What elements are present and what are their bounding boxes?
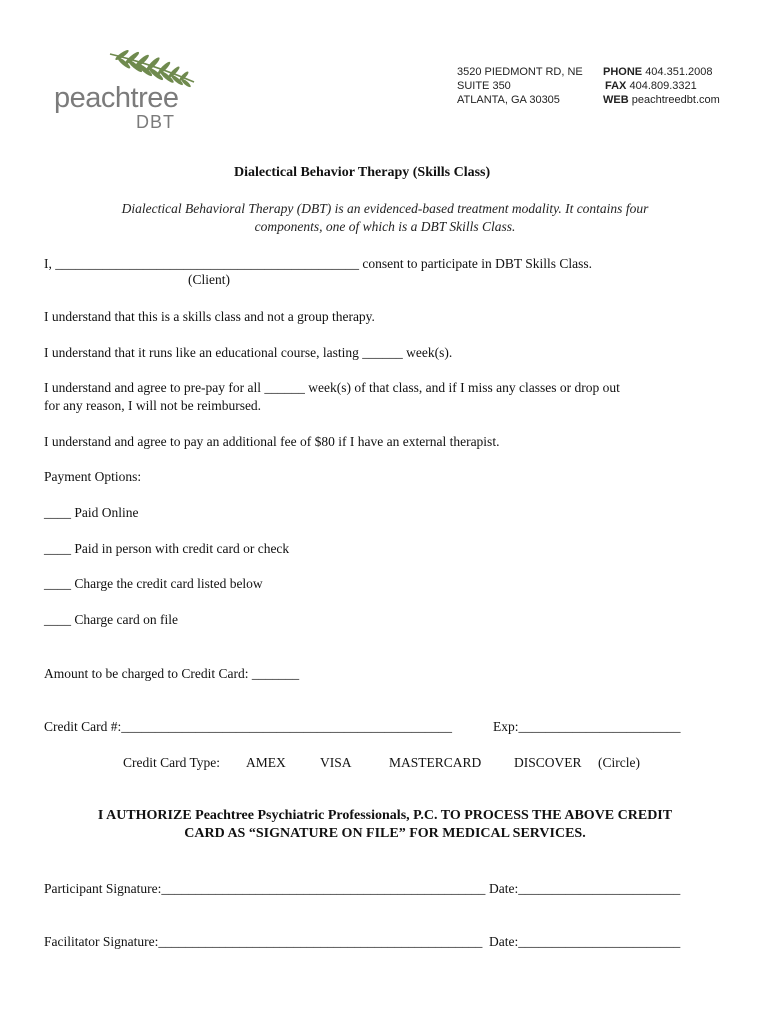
- statement-course-length[interactable]: I understand that it runs like an educational course, lasting ______ week(s).: [44, 345, 453, 360]
- payment-heading: Payment Options:: [44, 469, 142, 484]
- authorization-line-1: I AUTHORIZE Peachtree Psychiatric Professionals, P.C. TO PROCESS THE ABOVE CREDIT: [97, 808, 673, 823]
- address-line-3: ATLANTA, GA 30305: [457, 94, 560, 106]
- intro-line-1: Dialectical Behavioral Therapy (DBT) is an evidenced-based treatment modality. It contains four: [121, 201, 649, 216]
- web-label: WEB: [603, 94, 629, 106]
- form-title: Dialectical Behavior Therapy (Skills Class): [234, 165, 491, 180]
- phone-line: [603, 65, 720, 79]
- card-exp-field[interactable]: Exp:________________________: [493, 719, 681, 734]
- payment-option-paid-in-person[interactable]: ____ Paid in person with credit card or check: [44, 541, 290, 556]
- card-type-mastercard[interactable]: MASTERCARD: [389, 755, 482, 770]
- address-line-1: 3520 PIEDMONT RD, NE: [457, 66, 583, 78]
- fax-line: [603, 79, 720, 93]
- participant-signature-field[interactable]: Participant Signature:________________________________________________: [44, 881, 486, 896]
- web-line: [603, 93, 720, 107]
- fax-label: FAX: [605, 80, 627, 92]
- card-type-visa[interactable]: VISA: [320, 755, 352, 770]
- participant-date-field[interactable]: Date:________________________: [489, 881, 681, 896]
- authorization-line-2: CARD AS “SIGNATURE ON FILE” FOR MEDICAL SERVICES.: [184, 826, 586, 841]
- card-type-label: Credit Card Type:: [123, 755, 221, 770]
- facilitator-date-field[interactable]: Date:________________________: [489, 934, 681, 949]
- phone-value: 404.351.2008: [645, 66, 713, 78]
- fax-value: 404.809.3321: [629, 80, 697, 92]
- phone-label: PHONE: [603, 66, 643, 78]
- card-type-discover[interactable]: DISCOVER: [514, 755, 582, 770]
- web-link[interactable]: peachtreedbt.com: [631, 94, 720, 106]
- card-type-amex[interactable]: AMEX: [246, 755, 286, 770]
- statement-prepay-line-1[interactable]: I understand and agree to pre-pay for all ______ week(s) of that class, and if I miss any classes or drop out: [44, 380, 620, 395]
- logo-sub: DBT: [136, 112, 175, 132]
- client-label: (Client): [188, 272, 230, 287]
- intro-line-2: components, one of which is a DBT Skills Class.: [254, 219, 516, 234]
- payment-option-card-on-file[interactable]: ____ Charge card on file: [44, 612, 178, 627]
- contact-block: [603, 65, 720, 107]
- card-number-field[interactable]: Credit Card #:_________________________________________________: [44, 719, 452, 734]
- consent-line[interactable]: I, _____________________________________________ consent to participate in DBT Skills Class.: [44, 256, 592, 271]
- address-line-2: SUITE 350: [457, 80, 511, 92]
- payment-option-paid-online[interactable]: ____ Paid Online: [44, 505, 139, 520]
- facilitator-signature-field[interactable]: Facilitator Signature:________________________________________________: [44, 934, 483, 949]
- amount-field[interactable]: Amount to be charged to Credit Card: _______: [44, 666, 300, 681]
- card-type-note: (Circle): [598, 755, 640, 770]
- logo-word: peachtree: [54, 82, 179, 114]
- statement-skills-class: I understand that this is a skills class and not a group therapy.: [44, 309, 375, 324]
- company-logo: [52, 46, 202, 136]
- address-block: [457, 65, 583, 107]
- statement-external-therapist: I understand and agree to pay an additional fee of $80 if I have an external therapist.: [44, 434, 500, 449]
- statement-prepay-line-2: for any reason, I will not be reimbursed.: [44, 398, 262, 413]
- payment-option-charge-listed-card[interactable]: ____ Charge the credit card listed below: [44, 576, 263, 591]
